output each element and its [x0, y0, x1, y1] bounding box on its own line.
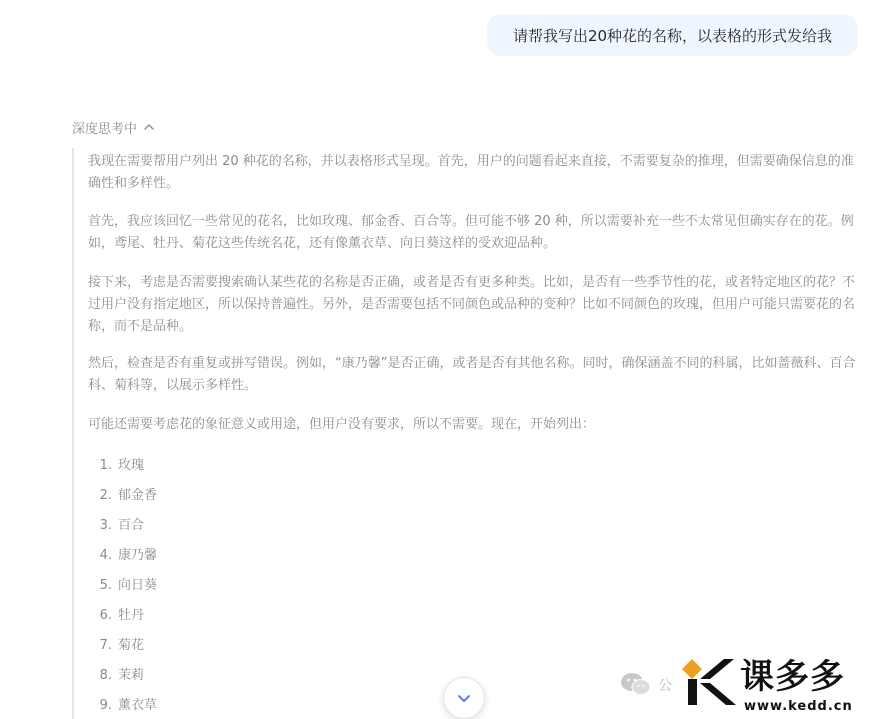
list-item-text: 百合	[118, 518, 145, 533]
watermark-url: www.kedd.cn	[744, 699, 853, 714]
list-item-text: 向日葵	[118, 578, 158, 593]
list-item-text: 郁金香	[118, 488, 158, 503]
list-item-number: 2.	[99, 488, 112, 503]
list-item-text: 玫瑰	[118, 458, 145, 473]
list-item-number: 1.	[99, 458, 112, 473]
wechat-icon	[620, 671, 652, 697]
watermark	[620, 655, 878, 719]
thinking-paragraph: 接下来，考虑是否需要搜索确认某些花的名称是否正确，或者是否有更多种类。比如，是否有一些季节性的花，或者特定地区的花？不过用户没有指定地区，所以保持普遍性。另外，是否需要包括不同颜色或品种的变种？比如不同颜色的玫瑰，但用户可能只需要花的名称，而不是品种。	[88, 275, 856, 334]
list-item	[88, 481, 157, 511]
thinking-content	[72, 148, 858, 719]
list-item-text: 薰衣草	[118, 698, 158, 713]
list-item	[88, 451, 157, 481]
thinking-paragraph: 然后，检查是否有重复或拼写错误。例如，“康乃馨”是否正确，或者是否有其他名称。同时，确保涵盖不同的科属，比如蔷薇科、百合科、菊科等，以展示多样性。	[88, 356, 856, 393]
scroll-to-bottom-button[interactable]	[443, 677, 485, 719]
thinking-toggle-label: 深度思考中	[72, 121, 138, 137]
list-item	[88, 541, 157, 571]
list-item	[88, 631, 157, 661]
user-message-bubble	[487, 14, 858, 56]
watermark-brand: 课多多	[740, 657, 845, 697]
list-item-number: 9.	[99, 698, 112, 713]
list-item	[88, 691, 157, 719]
thinking-paragraph: 首先，我应该回忆一些常见的花名，比如玫瑰、郁金香、百合等。但可能不够 20 种，所以需要补充一些不太常见但确实存在的花。例如，鸢尾、牡丹、菊花这些传统名花，还有像薰衣草、向日葵这样的受欢迎品种。	[88, 214, 854, 251]
flower-list	[88, 451, 157, 719]
list-item-text: 茉莉	[118, 668, 145, 683]
list-item	[88, 571, 157, 601]
thinking-paragraph: 我现在需要帮用户列出 20 种花的名称，并以表格形式呈现。首先，用户的问题看起来直接，不需要复杂的推理，但需要确保信息的准确性和多样性。	[88, 154, 854, 191]
thinking-paragraph: 可能还需要考虑花的象征意义或用途，但用户没有要求，所以不需要。现在，开始列出：	[88, 417, 596, 432]
watermark-prefix: 公	[658, 678, 672, 694]
list-item-text: 菊花	[118, 638, 145, 653]
list-item-number: 5.	[99, 578, 112, 593]
list-item	[88, 511, 157, 541]
list-item-text: 康乃馨	[118, 548, 158, 563]
thinking-toggle[interactable]	[72, 117, 155, 137]
list-item-number: 7.	[99, 638, 112, 653]
user-message-text: 请帮我写出20种花的名称，以表格的形式发给我	[512, 26, 833, 45]
list-item	[88, 601, 157, 631]
list-item	[88, 661, 157, 691]
list-item-number: 8.	[99, 668, 112, 683]
list-item-text: 牡丹	[118, 608, 145, 623]
list-item-number: 6.	[99, 608, 112, 623]
list-item-number: 3.	[99, 518, 112, 533]
chevron-down-icon	[456, 690, 472, 706]
list-item-number: 4.	[99, 548, 112, 563]
kedd-logo-icon	[680, 657, 738, 707]
chevron-up-icon	[143, 121, 155, 133]
